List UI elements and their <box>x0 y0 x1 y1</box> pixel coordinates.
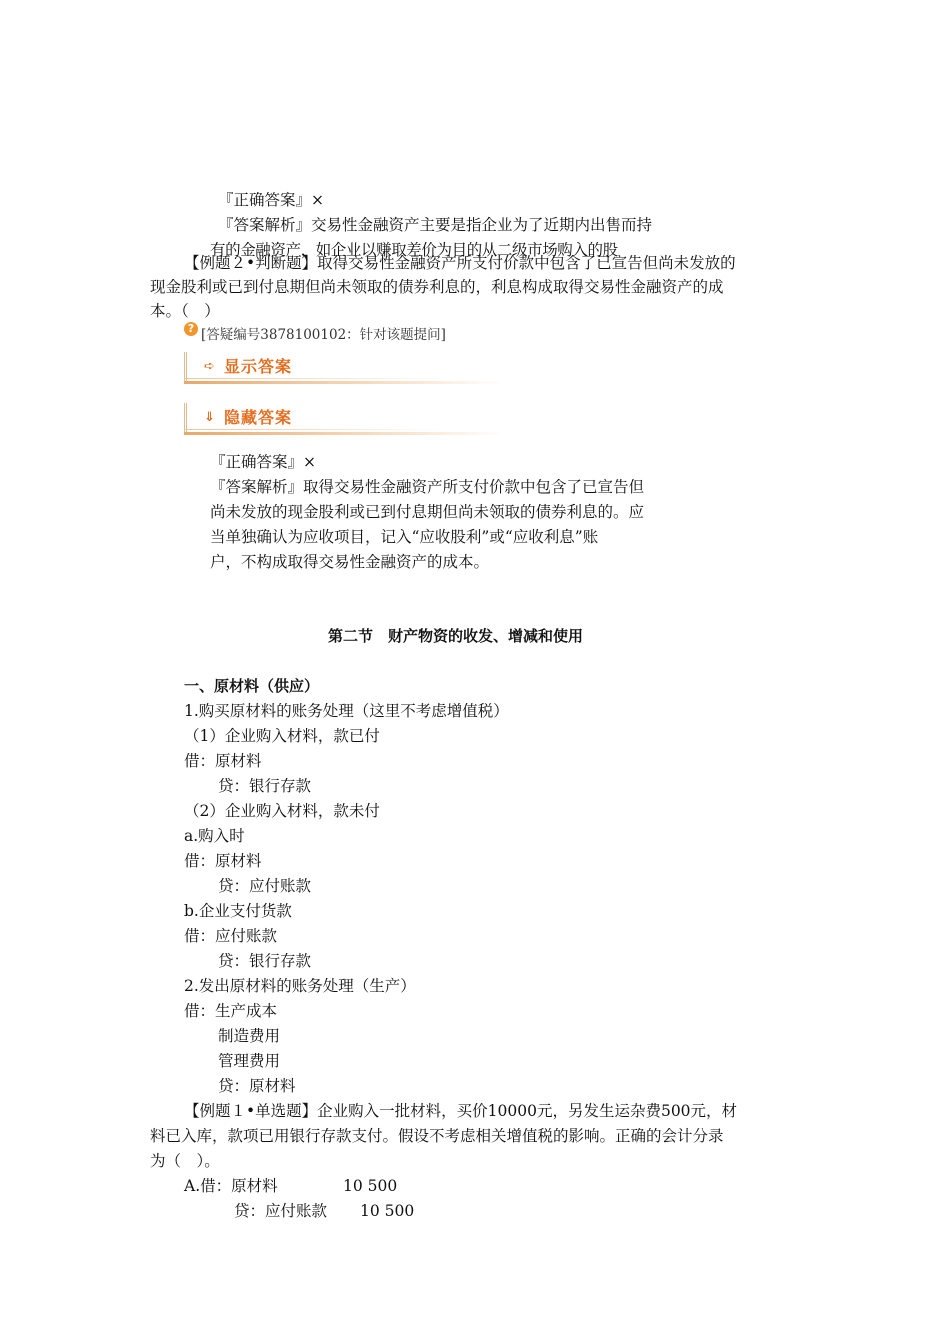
body-line: 借：生产成本 <box>184 1002 278 1020</box>
hide-answer-button[interactable] <box>184 403 504 435</box>
answer-analysis-line: 尚未发放的现金股利或已到付息期但尚未领取的债券利息的。应 <box>210 503 645 521</box>
answer-analysis-line: 有的金融资产，如企业以赚取差价为目的从二级市场购入的股 <box>210 241 618 259</box>
ask-question-link[interactable]: [答疑编号3878100102：针对该题提问] <box>201 327 446 343</box>
answer-analysis-line: 『答案解析』取得交易性金融资产所支付价款中包含了已宣告但 <box>210 478 645 496</box>
correct-answer: 『正确答案』× <box>210 453 316 471</box>
example-question-line: 为（ ）。 <box>150 1152 220 1170</box>
question-mark-icon[interactable]: ? <box>184 322 198 336</box>
example-question-line: 料已入库，款项已用银行存款支付。假设不考虑相关增值税的影响。正确的会计分录 <box>150 1127 724 1145</box>
body-line: 贷：银行存款 <box>218 952 312 970</box>
example-question-line: 本。（ ） <box>150 302 220 320</box>
arrow-down-icon: ⇓ <box>204 410 215 425</box>
body-line: （2）企业购入材料，款未付 <box>184 802 380 820</box>
option-a-credit-amount: 10 500 <box>360 1202 415 1220</box>
option-a-debit: A.借：原材料 <box>184 1177 278 1195</box>
body-line: 贷：原材料 <box>218 1077 296 1095</box>
show-answer-button[interactable] <box>184 352 504 384</box>
correct-answer: 『正确答案』× <box>218 191 324 209</box>
body-line: 借：原材料 <box>184 852 262 870</box>
body-line: 制造费用 <box>218 1027 281 1045</box>
body-line: b.企业支付货款 <box>184 902 292 920</box>
body-line: 借：原材料 <box>184 752 262 770</box>
section-title: 第二节 财产物资的收发、增减和使用 <box>328 627 584 645</box>
show-answer-label: 显示答案 <box>224 357 293 376</box>
body-line: 借：应付账款 <box>184 927 278 945</box>
body-line: （1）企业购入材料，款已付 <box>184 727 380 745</box>
body-line: a.购入时 <box>184 827 245 845</box>
body-line: 贷：银行存款 <box>218 777 312 795</box>
answer-analysis-line: 当单独确认为应收项目，记入“应收股利”或“应收利息”账 <box>210 528 599 546</box>
example-question-line: 现金股利或已到付息期但尚未领取的债券利息的，利息构成取得交易性金融资产的成 <box>150 278 724 296</box>
body-line: 管理费用 <box>218 1052 281 1070</box>
example-question-line: 【例题２•判断题】取得交易性金融资产所支付价款中包含了已宣告但尚未发放的 <box>184 254 736 272</box>
body-line: 1.购买原材料的账务处理（这里不考虑增值税） <box>184 702 509 720</box>
hide-answer-label: 隐藏答案 <box>224 408 293 427</box>
option-a-credit: 贷：应付账款 <box>234 1202 328 1220</box>
answer-analysis-line: 『答案解析』交易性金融资产主要是指企业为了近期内出售而持 <box>218 216 653 234</box>
arrow-right-icon: ➪ <box>204 359 215 374</box>
body-line: 2.发出原材料的账务处理（生产） <box>184 977 416 995</box>
body-line: 贷：应付账款 <box>218 877 312 895</box>
answer-analysis-line: 户，不构成取得交易性金融资产的成本。 <box>210 553 490 571</box>
option-a-debit-amount: 10 500 <box>343 1177 398 1195</box>
example-question-line: 【例题１•单选题】企业购入一批材料，买价10000元，另发生运杂费500元，材 <box>184 1102 738 1120</box>
subsection-title: 一、原材料（供应） <box>184 677 320 695</box>
